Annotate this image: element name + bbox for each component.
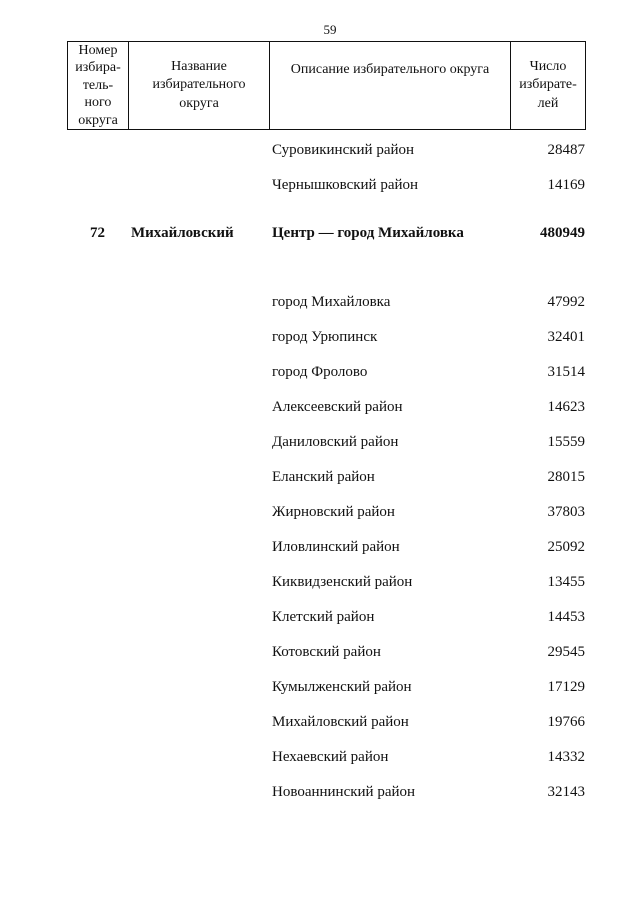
area-name: Нехаевский район	[272, 749, 389, 765]
header-cell-name	[129, 42, 270, 129]
voter-count: 15559	[547, 434, 585, 450]
table-row	[0, 468, 640, 486]
page-number: 59	[323, 22, 337, 37]
area-name: Иловлинский район	[272, 539, 400, 555]
header-description-line: Описание избирательного округа	[290, 62, 490, 78]
table-row	[0, 748, 640, 766]
table-row	[0, 141, 640, 159]
voter-count: 19766	[547, 714, 585, 730]
district-name: Михайловский	[131, 225, 234, 241]
header-name-line: округа	[179, 95, 219, 111]
area-name: Кумылженский район	[272, 679, 412, 695]
area-name: Даниловский район	[272, 434, 399, 450]
district-row	[0, 224, 640, 242]
area-name: Чернышковский район	[272, 177, 419, 193]
area-name: город Фролово	[272, 364, 368, 380]
voter-count: 13455	[547, 574, 585, 590]
voter-count: 37803	[547, 504, 585, 520]
area-name: Суровикинский район	[272, 142, 415, 158]
header-number-line: Номер	[78, 42, 118, 58]
table-row	[0, 713, 640, 731]
table-row	[0, 538, 640, 556]
header-cell-voters	[511, 42, 585, 129]
table-row	[0, 433, 640, 451]
district-center: Центр — город Михайловка	[272, 225, 464, 241]
voter-count: 31514	[547, 364, 585, 380]
header-voters-line: избирате-	[519, 77, 577, 93]
area-name: Новоаннинский район	[272, 784, 416, 800]
area-name: Киквидзенский район	[272, 574, 413, 590]
table-row	[0, 573, 640, 591]
header-number-line: тель-	[82, 77, 114, 93]
voter-count: 29545	[547, 644, 585, 660]
area-name: Михайловский район	[272, 714, 409, 730]
header-number-line: избира-	[75, 60, 121, 76]
area-name: город Михайловка	[272, 294, 391, 310]
voter-count: 47992	[547, 294, 585, 310]
voter-count: 28015	[547, 469, 585, 485]
area-name: Котовский район	[272, 644, 381, 660]
table-row	[0, 608, 640, 626]
voter-count: 17129	[547, 679, 585, 695]
voter-count: 25092	[547, 539, 585, 555]
area-name: Алексеевский район	[272, 399, 403, 415]
header-name-line: Название	[171, 58, 227, 74]
table-row	[0, 503, 640, 521]
table-row	[0, 293, 640, 311]
header-voters-line: лей	[537, 95, 559, 111]
voter-count: 14169	[547, 177, 585, 193]
voter-count: 28487	[547, 142, 585, 158]
table-row	[0, 363, 640, 381]
table-row	[0, 176, 640, 194]
header-voters-line: Число	[529, 58, 567, 74]
table-header	[67, 41, 586, 130]
header-name-line: избирательного	[152, 77, 246, 93]
header-number-line: ного	[84, 95, 112, 111]
table-row	[0, 398, 640, 416]
header-number-line: округа	[78, 112, 118, 128]
area-name: Еланский район	[272, 469, 375, 485]
table-row	[0, 643, 640, 661]
voter-count: 32401	[547, 329, 585, 345]
header-cell-number	[68, 42, 129, 129]
district-number: 72	[90, 225, 105, 241]
voter-count: 32143	[547, 784, 585, 800]
voter-count: 14332	[547, 749, 585, 765]
table-row	[0, 678, 640, 696]
voter-count: 14623	[547, 399, 585, 415]
header-cell-description	[270, 42, 511, 129]
area-name: город Урюпинск	[272, 329, 378, 345]
table-row	[0, 783, 640, 801]
table-row	[0, 328, 640, 346]
voter-count: 14453	[547, 609, 585, 625]
area-name: Жирновский район	[272, 504, 395, 520]
district-voter-count: 480949	[540, 225, 585, 241]
area-name: Клетский район	[272, 609, 375, 625]
